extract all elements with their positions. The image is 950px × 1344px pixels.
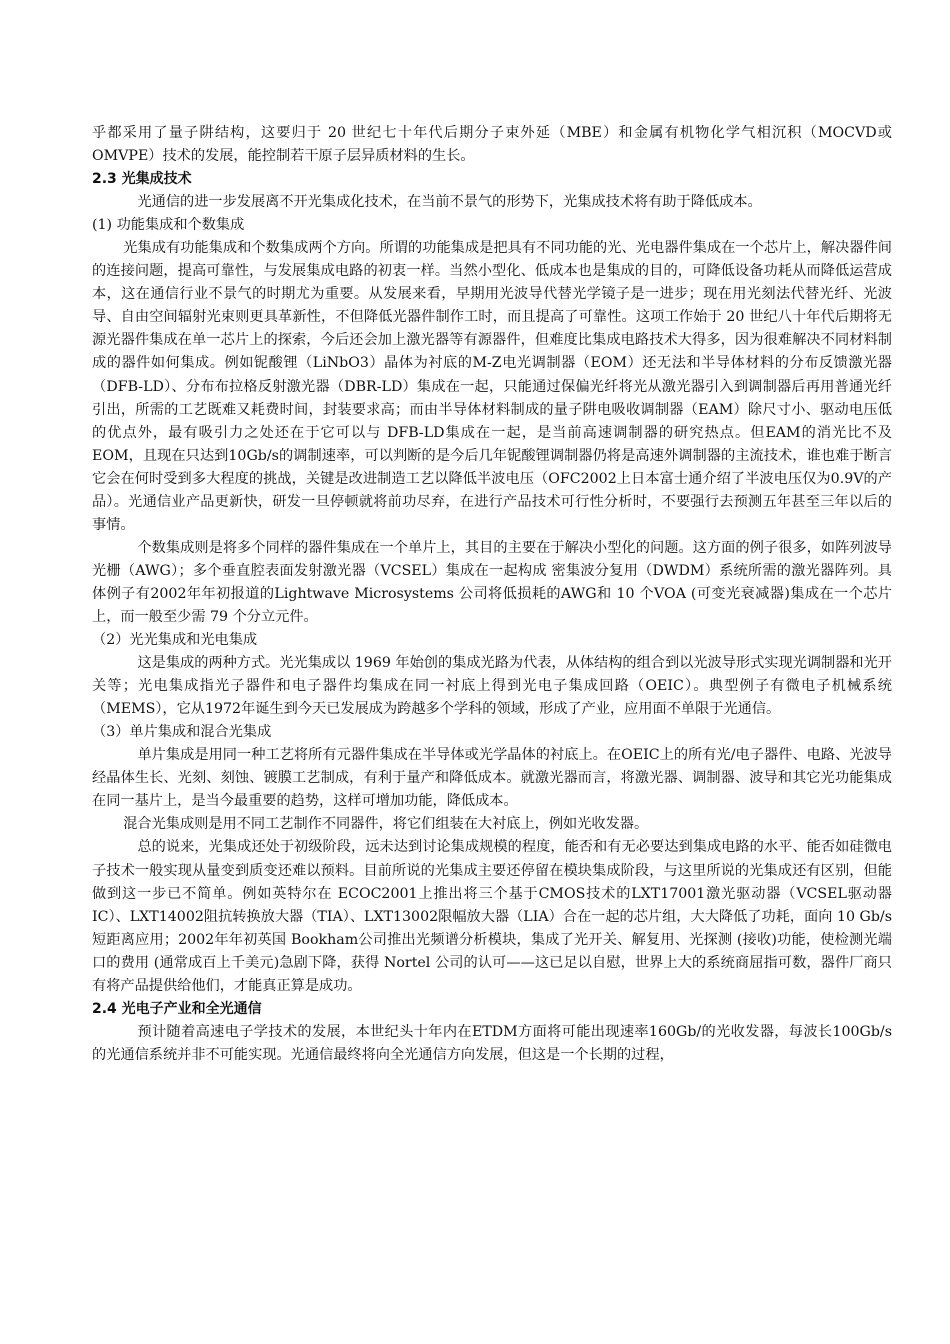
section-heading-2-3: 2.3 光集成技术 — [92, 171, 192, 188]
section-heading-2-4: 2.4 光电子产业和全光通信 — [92, 1000, 262, 1017]
paragraph-intro: 乎都采用了量子阱结构，这要归于 20 世纪七十年代后期分子束外延（MBE）和金属有机物化学气相沉积（MOCVD或OMVPE）技术的发展，能控制若干原子层异质材料的生长。 — [92, 125, 892, 165]
subheading-functional-integration: (1) 功能集成和个数集成 — [92, 217, 245, 234]
subheading-monolithic-hybrid: （3）单片集成和混合光集成 — [92, 724, 272, 741]
subheading-optical-optoelectronic: （2）光光集成和光电集成 — [92, 632, 258, 649]
paragraph-functional-integration: 光集成有功能集成和个数集成两个方向。所谓的功能集成是把具有不同功能的光、光电器件集成在一个芯片上，解决器件间的连接问题，提高可靠性，与发展集成电路的初衷一样。当然小型化、低成本也是集成的目的，可降低设备功耗从而降低运营成本，这在通信行业不景气的时期尤为重要。从发展来看，早期用光波导代替光学镜子是一进步；现在用光刻法代替光纤、光波导、自由空间辐射光束则更具革新性，不但降低光器件制作工时，而且提高了可靠性。这项工作始于 20 世纪八十年代后期将无源光器件集成在单一芯片上的探索，今后还会加上激光器等有源器件，但难度比集成电路技术大得多，因为很难解决不同材料制成的器件如何集成。例如铌酸锂（LiNbO3）晶体为衬底的M-Z电光调制器（EOM）还无法和半导体材料的分布反馈激光器（DFB-LD）、分布布拉格反射激光器（DBR-LD）集成在一起，只能通过保偏光纤将光从激光器引入到调制器后再用普通光纤引出，所需的工艺既难又耗费时间，封装要求高；而由半导体材料制成的量子阱电吸收调制器（EAM）除尺寸小、驱动电压低的优点外，最有吸引力之处还在于它可以与 DFB-LD集成在一起，是当前高速调制器的研究热点。但EAM的消光比不及EOM，且现在只达到10Gb/s的调制速率，可以判断的是今后几年铌酸锂调制器仍将是高速外调制器的主流技术，谁也难于断言它会在何时受到多大程度的挑战，关键是改进制造工艺以降低半波电压（OFC2002上日本富士通介绍了半波电压仅为0.9V的产品）。光通信业产品更新快，研发一旦停顿就将前功尽弃，在进行产品技术可行性分析时，不要强行去预测五年甚至三年以后的事情。 — [92, 240, 892, 533]
paragraph-hybrid: 混合光集成则是用不同工艺制作不同器件，将它们组装在大衬底上，例如光收发器。 — [123, 816, 649, 833]
document-page — [92, 122, 892, 1067]
paragraph-count-integration: 个数集成则是将多个同样的器件集成在一个单片上，其目的主要在于解决小型化的问题。这方面的例子很多，如阵列波导光栅（AWG）；多个垂直腔表面发射激光器（VCSEL）集成在一起构成 密集波分复用（DWDM）系统所需的激光器阵列。具体例子有2002年年初报道的Lightwave Microsystems 公司将低损耗的AWG和 10 个VOA (可变光衰减器)集成在一个芯片上，而一般至少需 79 个分立元件。 — [92, 539, 892, 625]
paragraph-summary: 总的说来，光集成还处于初级阶段，远未达到讨论集成规模的程度，能否和有无必要达到集成电路的水平、能否如硅微电子技术一般实现从量变到质变还难以预料。目前所说的光集成主要还停留在模块集成阶段，与这里所说的光集成还有区别，但能做到这一步已不简单。例如英特尔在 ECOC2001上推出将三个基于CMOS技术的LXT17001激光驱动器（VCSEL驱动器IC）、LXT14002阻抗转换放大器（TIA）、LXT13002限幅放大器（LIA）合在一起的芯片组，大大降低了功耗，面向 10 Gb/s 短距离应用；2002年年初英国 Bookham公司推出光频谱分析模块，集成了光开关、解复用、光探测 (接收)功能，使检测光端口的费用 (通常成百上千美元)急剧下降，获得 Nortel 公司的认可——这已足以自慰，世界上大的系统商屈指可数，器件厂商只有将产品提供给他们，才能真正算是成功。 — [92, 839, 892, 994]
paragraph-2-4: 预计随着高速电子学技术的发展，本世纪头十年内在ETDM方面将可能出现速率160Gb/的光收发器，每波长100Gb/s 的光通信系统并非不可能实现。光通信最终将向全光通信方向发展，但这是一个长期的过程， — [92, 1023, 892, 1063]
paragraph-monolithic: 单片集成是用同一种工艺将所有元器件集成在半导体或光学晶体的衬底上。在OEIC上的所有光/电子器件、电路、光波导经晶体生长、光刻、刻蚀、镀膜工艺制成，有利于量产和降低成本。就激光器而言，将激光器、调制器、波导和其它光功能集成在同一基片上，是当今最重要的趋势，这样可增加功能，降低成本。 — [92, 747, 892, 810]
paragraph-optical-optoelectronic: 这是集成的两种方式。光光集成以 1969 年始创的集成光路为代表，从体结构的组合到以光波导形式实现光调制器和光开关等；光电集成指光子器件和电子器件均集成在同一衬底上得到光电子集成回路（OEIC）。典型例子有微电子机械系统（MEMS），它从1972年诞生到今天已发展成为跨越多个学科的领域，形成了产业，应用面不单限于光通信。 — [92, 655, 892, 718]
paragraph-2-3-lead: 光通信的进一步发展离不开光集成化技术，在当前不景气的形势下，光集成技术将有助于降低成本。 — [137, 194, 762, 211]
